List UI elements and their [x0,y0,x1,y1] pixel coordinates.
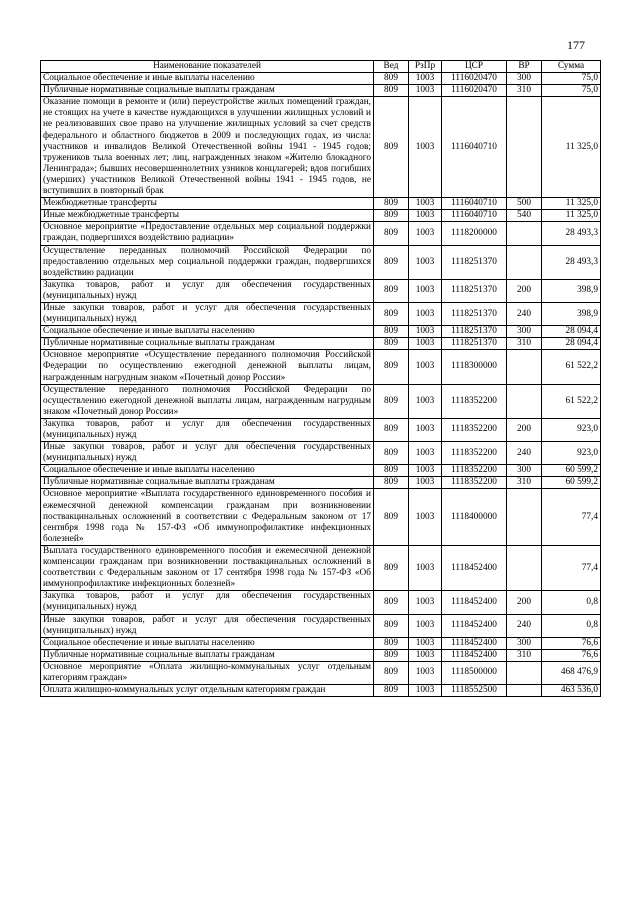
row-sum: 77,4 [542,489,601,545]
row-rzpr: 1003 [409,97,442,198]
row-ved: 809 [374,649,409,661]
header-csr: ЦСР [442,61,507,73]
table-row [41,465,601,477]
page-number: 177 [567,38,585,52]
row-sum: 923,0 [542,442,601,465]
row-ved: 809 [374,302,409,325]
row-rzpr: 1003 [409,591,442,614]
row-name: Основное мероприятие «Предоставление отдельных мер социальной поддержки граждан, подвергшихся воздействию радиации» [41,222,374,245]
row-rzpr: 1003 [409,637,442,649]
row-name: Иные межбюджетные трансферты [41,210,374,222]
row-ved: 809 [374,685,409,697]
table-row [41,326,601,338]
row-csr: 1118452400 [442,637,507,649]
row-csr: 1118452400 [442,545,507,590]
row-sum: 75,0 [542,73,601,85]
row-sum: 60 599,2 [542,465,601,477]
row-vr [507,222,542,245]
row-sum: 398,9 [542,302,601,325]
row-ved: 809 [374,350,409,384]
row-sum: 11 325,0 [542,198,601,210]
table-row [41,279,601,302]
row-csr: 1118452400 [442,649,507,661]
row-csr: 1118352200 [442,384,507,418]
row-sum: 76,6 [542,649,601,661]
row-rzpr: 1003 [409,338,442,350]
row-vr: 310 [507,85,542,97]
row-sum: 0,8 [542,614,601,637]
header-vr: ВР [507,61,542,73]
table-row [41,350,601,384]
row-ved: 809 [374,210,409,222]
table-row [41,489,601,545]
row-sum: 28 493,3 [542,222,601,245]
row-vr: 310 [507,338,542,350]
row-name: Основное мероприятие «Осуществление переданного полномочия Российской Федерации по осуществлению ежегодной денежной выплаты лицам, награжденным нагрудным знаком «Почетный донор России» [41,350,374,384]
row-sum: 11 325,0 [542,210,601,222]
table-row [41,97,601,198]
table-row [41,614,601,637]
row-sum: 61 522,2 [542,384,601,418]
row-csr: 1118300000 [442,350,507,384]
table-row [41,338,601,350]
row-csr: 1118452400 [442,614,507,637]
row-vr: 300 [507,73,542,85]
row-csr: 1118500000 [442,661,507,684]
table-row [41,85,601,97]
row-ved: 809 [374,614,409,637]
row-ved: 809 [374,418,409,441]
row-ved: 809 [374,465,409,477]
row-name: Публичные нормативные социальные выплаты гражданам [41,649,374,661]
row-sum: 61 522,2 [542,350,601,384]
header-rzpr: РзПр [409,61,442,73]
row-ved: 809 [374,326,409,338]
table-row [41,477,601,489]
row-csr: 1118352200 [442,442,507,465]
table-row [41,198,601,210]
row-csr: 1116020470 [442,73,507,85]
row-name: Иные закупки товаров, работ и услуг для обеспечения государственных (муниципальных) нужд [41,614,374,637]
row-rzpr: 1003 [409,489,442,545]
row-vr [507,545,542,590]
row-csr: 1116020470 [442,85,507,97]
row-name: Публичные нормативные социальные выплаты гражданам [41,338,374,350]
row-sum: 77,4 [542,545,601,590]
row-ved: 809 [374,489,409,545]
table-row [41,418,601,441]
row-vr [507,685,542,697]
row-name: Осуществление переданных полномочий Российской Федерации по предоставлению отдельных мер социальной поддержки граждан, подвергшихся воздействию радиации [41,245,374,279]
row-rzpr: 1003 [409,545,442,590]
row-csr: 1118200000 [442,222,507,245]
row-ved: 809 [374,73,409,85]
table-row [41,591,601,614]
table-body [41,73,601,697]
row-vr: 540 [507,210,542,222]
row-vr [507,661,542,684]
table-row [41,661,601,684]
row-name: Социальное обеспечение и иные выплаты населению [41,73,374,85]
row-sum: 923,0 [542,418,601,441]
row-csr: 1118452400 [442,591,507,614]
row-sum: 76,6 [542,637,601,649]
row-ved: 809 [374,661,409,684]
row-rzpr: 1003 [409,614,442,637]
row-sum: 398,9 [542,279,601,302]
row-rzpr: 1003 [409,222,442,245]
row-name: Межбюджетные трансферты [41,198,374,210]
row-vr: 240 [507,442,542,465]
row-csr: 1116040710 [442,97,507,198]
header-name: Наименование показателей [41,61,374,73]
row-vr [507,245,542,279]
row-ved: 809 [374,545,409,590]
header-ved: Вед [374,61,409,73]
row-vr [507,97,542,198]
row-name: Закупка товаров, работ и услуг для обеспечения государственных (муниципальных) нужд [41,279,374,302]
row-ved: 809 [374,97,409,198]
row-sum: 468 476,9 [542,661,601,684]
row-ved: 809 [374,477,409,489]
row-vr [507,350,542,384]
row-name: Оплата жилищно-коммунальных услуг отдельным категориям граждан [41,685,374,697]
row-csr: 1118251370 [442,338,507,350]
row-sum: 28 094,4 [542,326,601,338]
row-rzpr: 1003 [409,418,442,441]
row-rzpr: 1003 [409,198,442,210]
row-sum: 11 325,0 [542,97,601,198]
row-csr: 1118251370 [442,326,507,338]
row-vr: 300 [507,326,542,338]
row-name: Основное мероприятие «Выплата государственного единовременного пособия и ежемесячной денежной компенсации гражданам при возникновении поствакцинальных осложнений в соответствии с Федеральным законом от 17 сентября 1998 года № 157-ФЗ «Об иммунопрофилактике инфекционных болезней» [41,489,374,545]
row-csr: 1116040710 [442,210,507,222]
row-rzpr: 1003 [409,302,442,325]
row-rzpr: 1003 [409,245,442,279]
row-ved: 809 [374,279,409,302]
row-name: Социальное обеспечение и иные выплаты населению [41,637,374,649]
row-csr: 1118251370 [442,279,507,302]
row-ved: 809 [374,591,409,614]
header-sum: Сумма [542,61,601,73]
row-vr [507,489,542,545]
row-ved: 809 [374,198,409,210]
row-ved: 809 [374,222,409,245]
row-rzpr: 1003 [409,649,442,661]
row-vr: 300 [507,465,542,477]
row-rzpr: 1003 [409,477,442,489]
row-vr: 500 [507,198,542,210]
row-sum: 0,8 [542,591,601,614]
row-sum: 28 493,3 [542,245,601,279]
row-vr: 200 [507,591,542,614]
row-name: Выплата государственного единовременного пособия и ежемесячной денежной компенсации гражданам при возникновении поствакцинальных осложнений в соответствии с Федеральным законом от 17 сентября 1998 года № 157-ФЗ «Об иммунопрофилактике инфекционных болезней» [41,545,374,590]
row-csr: 1118352200 [442,477,507,489]
row-csr: 1118352200 [442,418,507,441]
table-row [41,302,601,325]
row-name: Закупка товаров, работ и услуг для обеспечения государственных (муниципальных) нужд [41,591,374,614]
row-csr: 1118251370 [442,302,507,325]
row-name: Основное мероприятие «Оплата жилищно-коммунальных услуг отдельным категориям граждан» [41,661,374,684]
row-name: Публичные нормативные социальные выплаты гражданам [41,477,374,489]
row-ved: 809 [374,85,409,97]
row-csr: 1118400000 [442,489,507,545]
table-row [41,649,601,661]
table-header-row [41,61,601,73]
row-ved: 809 [374,384,409,418]
row-name: Закупка товаров, работ и услуг для обеспечения государственных (муниципальных) нужд [41,418,374,441]
table-row [41,545,601,590]
row-ved: 809 [374,338,409,350]
table-row [41,210,601,222]
table-row [41,73,601,85]
row-sum: 463 536,0 [542,685,601,697]
row-name: Иные закупки товаров, работ и услуг для обеспечения государственных (муниципальных) нужд [41,442,374,465]
row-sum: 28 094,4 [542,338,601,350]
row-vr: 310 [507,477,542,489]
row-name: Оказание помощи в ремонте и (или) переустройстве жилых помещений граждан, не стоящих на учете в качестве нуждающихся в улучшении жилищных условий и не реализовавших свое право на улучшение жилищных условий за счет средств федерального и областного бюджетов в 2009 и последующих годах, из числа: участников и инвалидов Великой Отечественной войны 1941 - 1945 годов; тружеников тыла военных лет; лиц, награжденных знаком «Жителю блокадного Ленинграда»; бывших несовершеннолетних узников концлагерей; вдов погибших (умерших) участников Великой Отечественной войны 1941 - 1945 годов, не вступивших в повторный брак [41,97,374,198]
row-rzpr: 1003 [409,85,442,97]
row-rzpr: 1003 [409,73,442,85]
row-rzpr: 1003 [409,384,442,418]
row-rzpr: 1003 [409,661,442,684]
row-vr: 240 [507,614,542,637]
budget-table [40,60,601,697]
row-rzpr: 1003 [409,685,442,697]
row-rzpr: 1003 [409,442,442,465]
row-vr: 200 [507,279,542,302]
row-csr: 1116040710 [442,198,507,210]
row-ved: 809 [374,245,409,279]
table-row [41,685,601,697]
table-row [41,637,601,649]
row-ved: 809 [374,637,409,649]
row-name: Социальное обеспечение и иные выплаты населению [41,326,374,338]
table-row [41,222,601,245]
row-csr: 1118251370 [442,245,507,279]
row-vr [507,384,542,418]
row-rzpr: 1003 [409,210,442,222]
row-rzpr: 1003 [409,279,442,302]
row-rzpr: 1003 [409,465,442,477]
row-csr: 1118352200 [442,465,507,477]
row-name: Социальное обеспечение и иные выплаты населению [41,465,374,477]
row-vr: 240 [507,302,542,325]
row-vr: 310 [507,649,542,661]
row-name: Осуществление переданного полномочия Российской Федерации по осуществлению ежегодной денежной выплаты лицам, награжденным нагрудным знаком «Почетный донор России» [41,384,374,418]
row-rzpr: 1003 [409,326,442,338]
table-row [41,384,601,418]
table-row [41,442,601,465]
table-row [41,245,601,279]
row-name: Публичные нормативные социальные выплаты гражданам [41,85,374,97]
row-sum: 60 599,2 [542,477,601,489]
row-vr: 300 [507,637,542,649]
row-csr: 1118552500 [442,685,507,697]
row-rzpr: 1003 [409,350,442,384]
row-sum: 75,0 [542,85,601,97]
row-name: Иные закупки товаров, работ и услуг для обеспечения государственных (муниципальных) нужд [41,302,374,325]
row-vr: 200 [507,418,542,441]
row-ved: 809 [374,442,409,465]
